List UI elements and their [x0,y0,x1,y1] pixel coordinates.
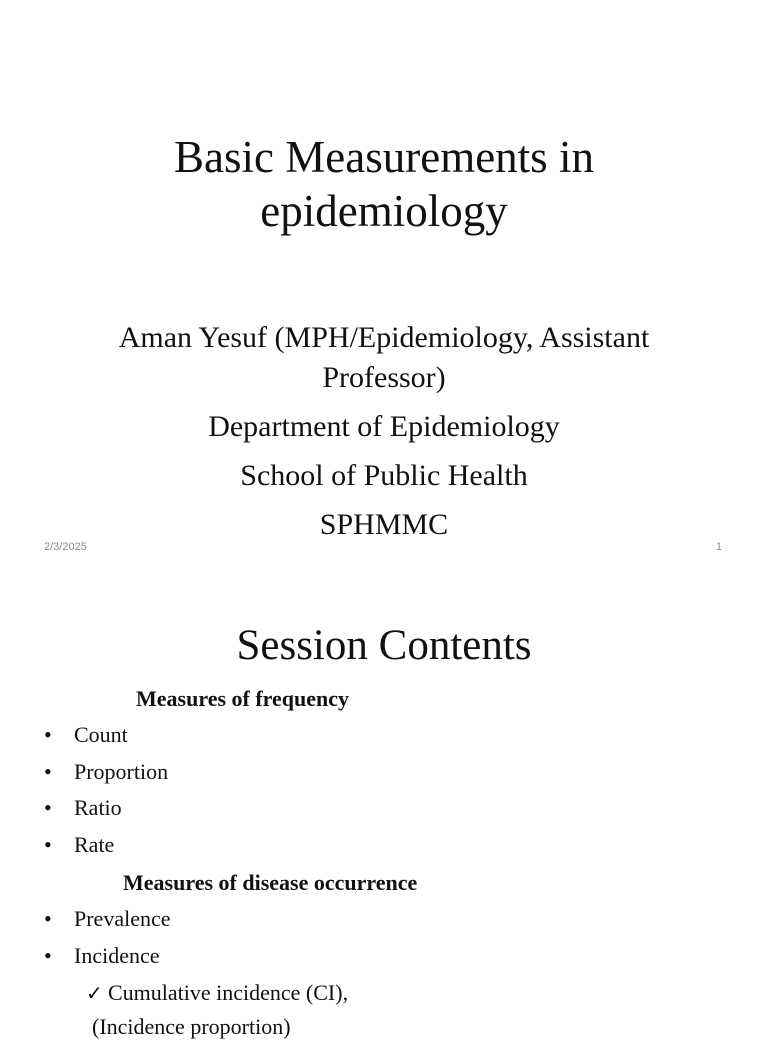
list-item [44,943,160,969]
bullet-icon: • [44,795,52,820]
school-name: School of Public Health [240,459,528,492]
bullet-icon: • [44,943,52,968]
slide-title-line-2: epidemiology [260,186,508,236]
list-item-label: Proportion [74,759,169,784]
sub-list-item [86,980,348,1006]
bullet-icon: • [44,906,52,931]
list-item [44,795,122,821]
list-item-label: Ratio [74,795,122,820]
slide-number: 1 [715,541,722,553]
sub-list-item-label: (Incidence proportion) [92,1014,291,1039]
list-item [44,832,114,858]
author-name: Aman Yesuf (MPH/Epidemiology, Assistant [118,321,650,354]
sub-list-item [92,1014,291,1040]
slide-title-line-1: Basic Measurements in [174,132,594,182]
list-item [44,759,168,785]
institution-name: SPHMMC [319,508,449,541]
list-item-label: Rate [74,832,115,857]
list-item-label: Prevalence [74,906,171,931]
bullet-icon: • [44,832,52,857]
bullet-icon: • [44,722,52,747]
checkmark-icon: ✓ [86,981,103,1005]
slide-title [0,130,768,238]
session-contents-title: Session Contents [236,622,532,669]
heading-measures-of-disease-occurrence: Measures of disease occurrence [123,870,418,895]
bullet-icon: • [44,759,52,784]
heading-measures-of-frequency: Measures of frequency [136,686,350,711]
list-item [44,722,128,748]
contents-slide [0,565,768,1039]
department-name: Department of Epidemiology [208,410,560,443]
author-title: Professor) [322,361,446,394]
author-info [60,318,708,545]
sub-list-item-label: Cumulative incidence (CI), [108,980,349,1005]
slide-date: 2/3/2025 [44,541,87,553]
list-item [44,906,171,932]
list-item-label: Incidence [74,943,160,968]
list-item-label: Count [74,722,128,747]
